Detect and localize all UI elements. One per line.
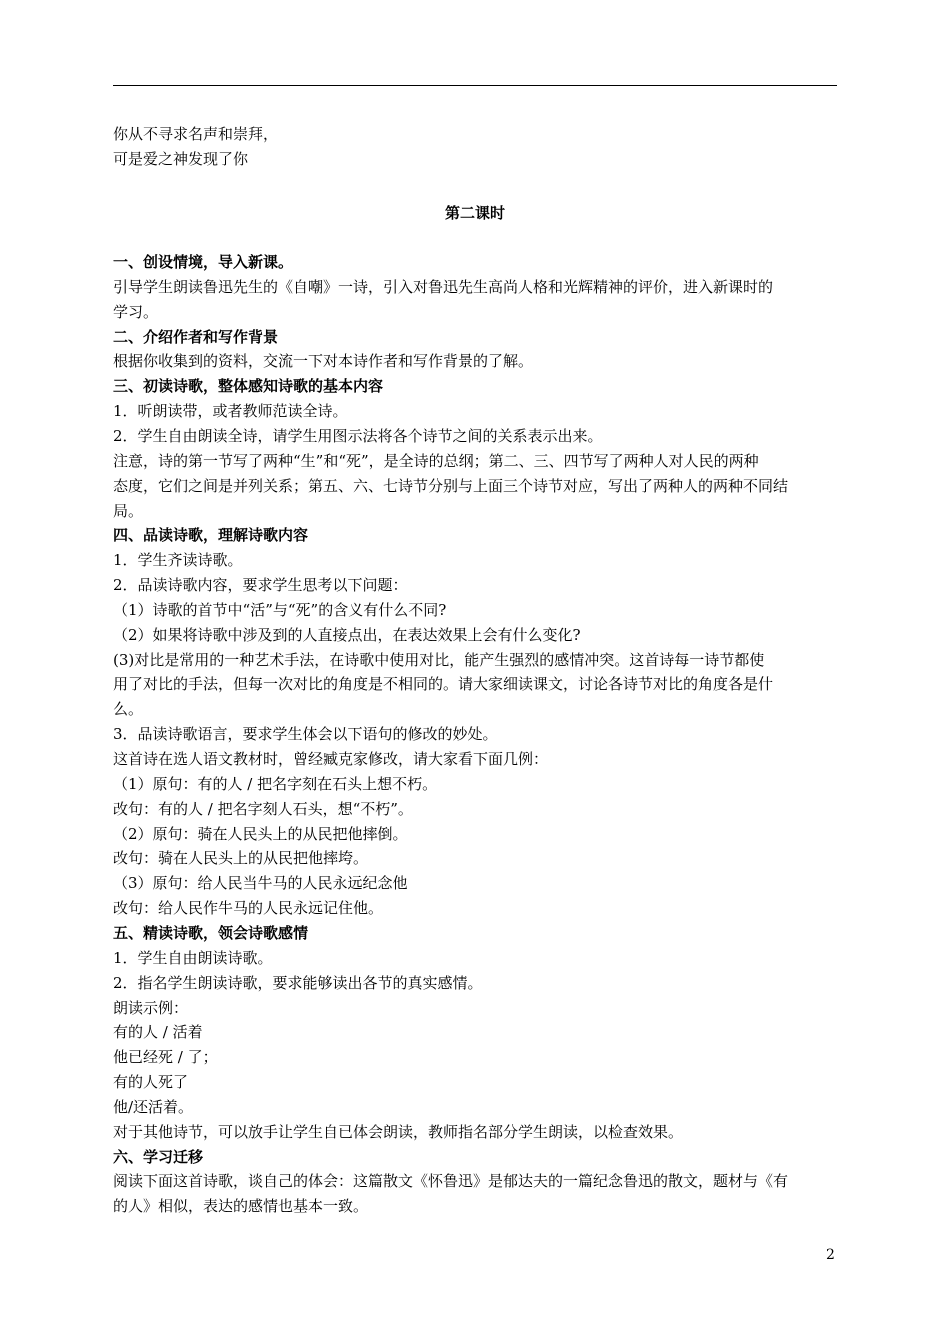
body-line: 这首诗在选人语文教材时，曾经臧克家修改，请大家看下面几例： — [113, 750, 549, 768]
section-heading: 三、初读诗歌，整体感知诗歌的基本内容 — [113, 377, 384, 395]
section-heading: 二、介绍作者和写作背景 — [113, 328, 279, 346]
poem-line-2: 可是爱之神发现了你 — [113, 150, 249, 168]
body-line: 2．学生自由朗读全诗，请学生用图示法将各个诗节之间的关系表示出来。 — [113, 427, 603, 445]
body-line: 2．指名学生朗读诗歌，要求能够读出各节的真实感情。 — [113, 974, 483, 992]
header-rule — [113, 85, 837, 86]
body-line: （2）如果将诗歌中涉及到的人直接点出，在表达效果上会有什么变化? — [113, 626, 581, 644]
poem-line-1: 你从不寻求名声和崇拜， — [113, 125, 279, 143]
body-line: 根据你收集到的资料，交流一下对本诗作者和写作背景的了解。 — [113, 352, 534, 370]
section-title: 第二课时 — [444, 204, 505, 222]
body-line: （3）原句：给人民当牛马的人民永远纪念他 — [113, 874, 408, 892]
body-line: 态度，它们之间是并列关系；第五、六、七诗节分别与上面三个诗节对应，写出了两种人的两种不同结 — [113, 477, 789, 495]
body-line: 对于其他诗节，可以放手让学生自已体会朗读，教师指名部分学生朗读，以检查效果。 — [113, 1123, 684, 1141]
body-line: 注意，诗的第一节写了两种“生”和“死”，是全诗的总纲；第二、三、四节写了两种人对人民的两种 — [113, 452, 759, 470]
body-line: 2．品读诗歌内容，要求学生思考以下问题： — [113, 576, 408, 594]
body-line: 阅读下面这首诗歌，谈自己的体会：这篇散文《怀鲁迅》是郁达夫的一篇纪念鲁迅的散文，题材与《有 — [113, 1172, 789, 1190]
body-line: 改句：给人民作牛马的人民永远记住他。 — [113, 899, 384, 917]
body-line: （1）诗歌的首节中“活”与“死”的含义有什么不同? — [113, 601, 447, 619]
section-heading: 六、学习迁移 — [113, 1148, 204, 1166]
body-line: 改句：骑在人民头上的从民把他摔垮。 — [113, 849, 369, 867]
body-line: 3．品读诗歌语言，要求学生体会以下语句的修改的妙处。 — [113, 725, 498, 743]
section-heading: 四、品读诗歌，理解诗歌内容 — [113, 526, 309, 544]
section-heading: 五、精读诗歌，领会诗歌感情 — [113, 924, 309, 942]
body-line: 么。 — [113, 700, 144, 718]
body-line: 有的人 / 活着 — [113, 1023, 203, 1041]
body-line: 他已经死 / 了； — [113, 1048, 218, 1066]
body-line: 1．学生自由朗读诗歌。 — [113, 949, 273, 967]
body-line: 1．听朗读带，或者教师范读全诗。 — [113, 402, 348, 420]
body-line: 他/还活着。 — [113, 1098, 194, 1116]
body-line: 引导学生朗读鲁迅先生的《自嘲》一诗，引入对鲁迅先生高尚人格和光辉精神的评价，进入新课时的 — [113, 278, 774, 296]
body-line: 的人》相似，表达的感情也基本一致。 — [113, 1197, 369, 1215]
body-line: (3)对比是常用的一种艺术手法，在诗歌中使用对比，能产生强烈的感情冲突。这首诗每一诗节都使 — [113, 651, 765, 669]
body-line: 学习。 — [113, 303, 159, 321]
body-line: 朗读示例： — [113, 999, 189, 1017]
body-line: （1）原句：有的人 / 把名字刻在石头上想不朽。 — [113, 775, 438, 793]
page-number: 2 — [826, 1247, 835, 1263]
body-line: （2）原句：骑在人民头上的从民把他摔倒。 — [113, 825, 408, 843]
body-line: 用了对比的手法，但每一次对比的角度是不相同的。请大家细读课文，讨论各诗节对比的角度各是什 — [113, 675, 774, 693]
body-line: 局。 — [113, 502, 144, 520]
body-line: 改句：有的人 / 把名字刻人石头，想“不朽”。 — [113, 800, 413, 818]
section-heading: 一、创设情境，导入新课。 — [113, 253, 294, 271]
body-line: 有的人死了 — [113, 1073, 189, 1091]
body-line: 1．学生齐读诗歌。 — [113, 551, 243, 569]
